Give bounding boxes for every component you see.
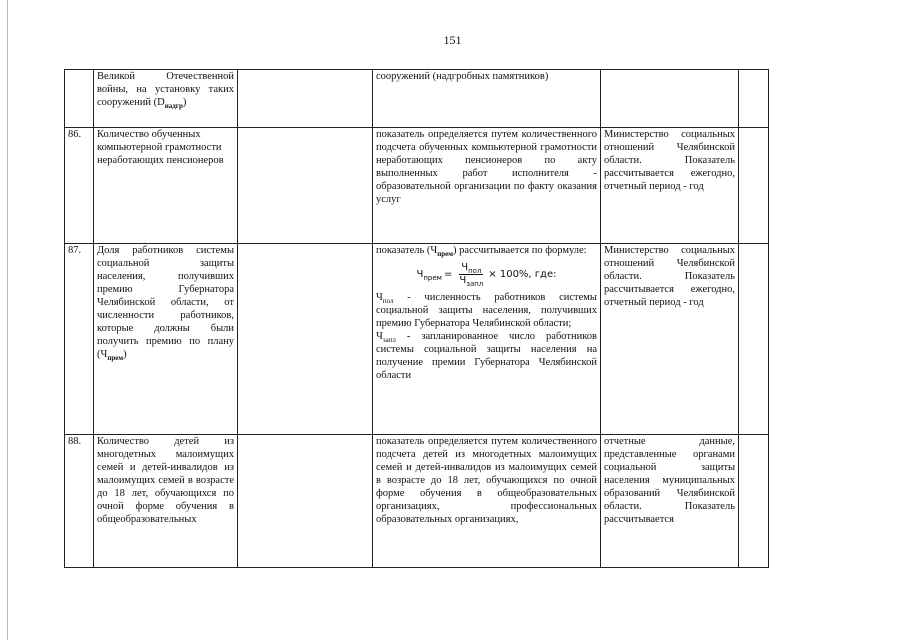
table-row (65, 435, 769, 568)
formula-numerator: $Ч_{пол}$ (461, 262, 482, 275)
formula-fraction (457, 262, 485, 287)
table-row (65, 70, 769, 128)
indicator-cell: Количество обученных компьютерной грамотности неработающих пенсионеров (94, 128, 238, 244)
method-cell: показатель определяется путем количественного подсчета обученных компьютерной грамотности неработающих пенсионеров по акту выполненных работ исполнителя - образовательной организации по факту оказания услуг (373, 128, 601, 244)
method-intro-subscript: прем (437, 250, 454, 259)
row-number-cell: 86. (65, 128, 94, 244)
empty-cell (739, 244, 769, 435)
empty-cell (238, 128, 373, 244)
empty-cell (739, 128, 769, 244)
indicator-cell (94, 244, 238, 435)
indicator-text-end: ) (123, 349, 127, 360)
row-number-cell: 88. (65, 435, 94, 568)
row-number-cell: 87. (65, 244, 94, 435)
formula-equals: = (443, 269, 453, 280)
method-cell (373, 70, 601, 128)
indicator-subscript: надгр (164, 102, 183, 111)
indicators-table (64, 69, 769, 568)
row-number-cell (65, 70, 94, 128)
table-row (65, 128, 769, 244)
table-row (65, 244, 769, 435)
empty-cell (739, 70, 769, 128)
formula (376, 262, 597, 287)
source-cell: Министерство социальных отношений Челябинской области. Показатель рассчитывается ежегодно, отчетный период - год (601, 244, 739, 435)
empty-cell (238, 70, 373, 128)
indicator-subscript: прем (107, 354, 124, 363)
empty-cell (238, 244, 373, 435)
source-cell: Министерство социальных отношений Челябинской области. Показатель рассчитывается ежегодно, отчетный период - год (601, 128, 739, 244)
empty-cell (238, 435, 373, 568)
indicator-cell (94, 70, 238, 128)
page-margin-line (7, 0, 8, 640)
source-cell (601, 70, 739, 128)
method-cell (373, 244, 601, 435)
formula-lhs: $Ч_{прем}$ (416, 269, 442, 282)
method-intro-text-end: ) рассчитывается по формуле: (453, 245, 587, 256)
definition-2: $Ч_{запл}$ - запланированное число работников системы социальной защиты населения на получение премии Губернатора Челябинской области (376, 331, 597, 381)
method-cell: показатель определяется путем количественного подсчета детей из многодетных малоимущих семей и детей-инвалидов из малоимущих семей в возрасте до 18 лет, обучающихся по очной форме обучения в общеобразовательных организациях, профессиональных образовательных организациях, (373, 435, 601, 568)
method-text: сооружений (надгробных памятников) (376, 71, 549, 82)
definition-1: $Ч_{пол}$ - численность работников системы социальной защиты населения, получивших премию Губернатора Челябинской области; (376, 292, 597, 329)
page-number: 151 (443, 33, 462, 47)
indicator-cell: Количество детей из многодетных малоимущих семей и детей-инвалидов из малоимущих семей в возрасте до 18 лет, обучающихся по очной форме обучения в общеобразовательных (94, 435, 238, 568)
indicator-text: Великой Отечественной войны, на установку таких сооружений (D (97, 71, 234, 108)
formula-denominator: $Ч_{запл}$ (459, 275, 484, 288)
source-cell: отчетные данные, представленные органами социальной защиты населения муниципальных образований Челябинской области. Показатель рассчитывается (601, 435, 739, 568)
formula-tail: × 100%, где: (488, 269, 557, 280)
indicator-text-end: ) (182, 97, 187, 108)
method-intro (376, 244, 597, 257)
indicator-text: Доля работников системы социальной защиты населения, получивших премию Губернатора Челябинской области, от численности работников, которые должны были получить премию по плану (Ч (97, 245, 234, 360)
empty-cell (739, 435, 769, 568)
method-intro-text: показатель (Ч (376, 245, 438, 256)
